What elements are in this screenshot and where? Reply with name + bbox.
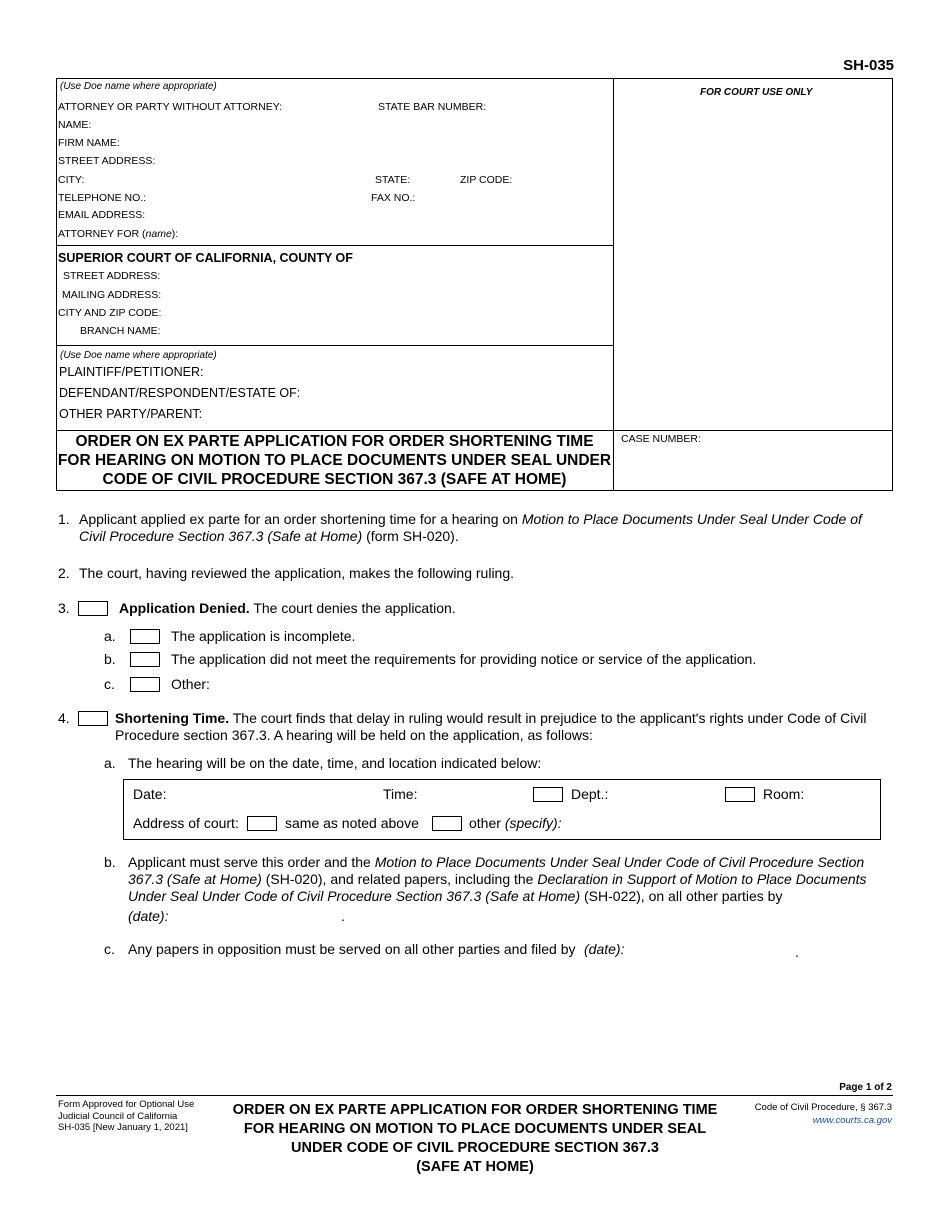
other-address-checkbox[interactable] bbox=[432, 816, 462, 831]
item-4-text: Shortening Time. The court finds that delay in ruling would result in prejudice to the applicant's rights under Code of Civil Procedure section 367.3. A hearing will be held on the application, as follows: bbox=[115, 710, 867, 743]
fax-label: FAX NO.: bbox=[371, 192, 416, 204]
item-3-number: 3. bbox=[58, 600, 70, 616]
footer-title: ORDER ON EX PARTE APPLICATION FOR ORDER SHORTENING TIME FOR HEARING ON MOTION TO PLACE DOCUMENTS UNDER SEAL UNDER CODE OF CIVIL PROCEDURE SECTION 367.3 (SAFE AT HOME) bbox=[232, 1102, 718, 1175]
item-2-text: The court, having reviewed the application, makes the following ruling. bbox=[79, 565, 515, 581]
state-label: STATE: bbox=[375, 174, 411, 186]
other-address-label: other (specify): bbox=[469, 815, 562, 831]
dept-checkbox[interactable] bbox=[533, 787, 563, 802]
room-checkbox[interactable] bbox=[725, 787, 755, 802]
firm-name-label: FIRM NAME: bbox=[58, 137, 120, 149]
item-4c-date-label: (date): bbox=[584, 941, 625, 957]
telephone-label: TELEPHONE NO.: bbox=[58, 192, 147, 204]
room-label: Room: bbox=[763, 786, 805, 802]
item-4c-letter: c. bbox=[104, 941, 115, 957]
email-label: EMAIL ADDRESS: bbox=[58, 209, 146, 221]
item-3a-text: The application is incomplete. bbox=[171, 628, 356, 644]
item-3a-letter: a. bbox=[104, 628, 116, 644]
court-street-label: STREET ADDRESS: bbox=[63, 270, 161, 282]
item-4b-text: Applicant must serve this order and the Motion to Place Documents Under Seal Under Code of Civil Procedure Section 367.3 (Safe at Home) (SH-020), and related papers, including the Declaration in Support of Motion to Place Documents Under Seal Under Code of Civil Procedure Section 367.3 (Safe at Home) (SH-022), on all other parties by bbox=[128, 854, 867, 904]
court-mailing-label: MAILING ADDRESS: bbox=[62, 289, 162, 301]
footer-code: Code of Civil Procedure, § 367.3 www.courts.ca.gov bbox=[754, 1102, 892, 1126]
item-4b-period: . bbox=[341, 908, 345, 924]
zip-code-label: ZIP CODE: bbox=[460, 174, 513, 186]
time-label: Time: bbox=[383, 786, 418, 802]
city-label: CITY: bbox=[58, 174, 85, 186]
item-3b-text: The application did not meet the requirements for providing notice or service of the application. bbox=[171, 651, 757, 667]
item-4-number: 4. bbox=[58, 710, 70, 726]
shortening-time-checkbox[interactable] bbox=[78, 711, 108, 726]
use-doe-note: (Use Doe name where appropriate) bbox=[60, 81, 217, 92]
item-1-number: 1. bbox=[58, 511, 70, 527]
address-of-court-label: Address of court: bbox=[133, 815, 239, 831]
item-4c-period: . bbox=[795, 944, 799, 960]
item-4a-text: The hearing will be on the date, time, and location indicated below: bbox=[128, 755, 542, 771]
attorney-label: ATTORNEY OR PARTY WITHOUT ATTORNEY: bbox=[58, 101, 283, 113]
case-number-label: CASE NUMBER: bbox=[621, 433, 701, 445]
same-address-checkbox[interactable] bbox=[247, 816, 277, 831]
attorney-for-label: ATTORNEY FOR (name): bbox=[58, 228, 179, 240]
item-4c-text: Any papers in opposition must be served on all other parties and filed by bbox=[128, 941, 576, 957]
item-3b-letter: b. bbox=[104, 651, 116, 667]
item-2-number: 2. bbox=[58, 565, 70, 581]
application-denied-checkbox[interactable] bbox=[78, 601, 108, 616]
notice-requirements-checkbox[interactable] bbox=[130, 652, 160, 667]
other-party-label: OTHER PARTY/PARENT: bbox=[59, 407, 203, 421]
item-4b-letter: b. bbox=[104, 854, 116, 870]
name-label: NAME: bbox=[58, 119, 92, 131]
item-1-text: Applicant applied ex parte for an order shortening time for a hearing on Motion to Place Documents Under Seal Under Code of Civil Procedure Section 367.3 (Safe at Home) (form SH-020). bbox=[79, 511, 862, 544]
plaintiff-label: PLAINTIFF/PETITIONER: bbox=[59, 365, 204, 379]
item-3c-letter: c. bbox=[104, 676, 115, 692]
use-doe-parties-note: (Use Doe name where appropriate) bbox=[60, 350, 217, 361]
incomplete-checkbox[interactable] bbox=[130, 629, 160, 644]
form-approval-note: Form Approved for Optional Use Judicial Council of California SH-035 [New January 1, 2021] bbox=[58, 1099, 195, 1133]
court-city-zip-label: CITY AND ZIP CODE: bbox=[58, 307, 162, 319]
page-number: Page 1 of 2 bbox=[839, 1082, 892, 1093]
item-4b-date-label: (date): bbox=[128, 908, 169, 924]
item-3-text: Application Denied. The court denies the application. bbox=[119, 600, 456, 616]
court-branch-label: BRANCH NAME: bbox=[80, 325, 161, 337]
same-address-label: same as noted above bbox=[285, 815, 419, 831]
court-use-only-label: FOR COURT USE ONLY bbox=[700, 87, 813, 98]
defendant-label: DEFENDANT/RESPONDENT/ESTATE OF: bbox=[59, 386, 301, 400]
state-bar-label: STATE BAR NUMBER: bbox=[378, 101, 487, 113]
item-3c-text: Other: bbox=[171, 676, 210, 692]
court-title: SUPERIOR COURT OF CALIFORNIA, COUNTY OF bbox=[58, 251, 353, 265]
item-4a-letter: a. bbox=[104, 755, 116, 771]
dept-label: Dept.: bbox=[571, 786, 609, 802]
street-address-label: STREET ADDRESS: bbox=[58, 155, 156, 167]
form-id: SH-035 bbox=[843, 57, 894, 74]
other-checkbox[interactable] bbox=[130, 677, 160, 692]
courts-website-link[interactable]: www.courts.ca.gov bbox=[812, 1115, 892, 1126]
document-title: ORDER ON EX PARTE APPLICATION FOR ORDER SHORTENING TIME FOR HEARING ON MOTION TO PLACE DOCUMENTS UNDER SEAL UNDER CODE OF CIVIL PROCEDURE SECTION 367.3 (SAFE AT HOME) bbox=[57, 433, 612, 488]
date-label: Date: bbox=[133, 786, 167, 802]
